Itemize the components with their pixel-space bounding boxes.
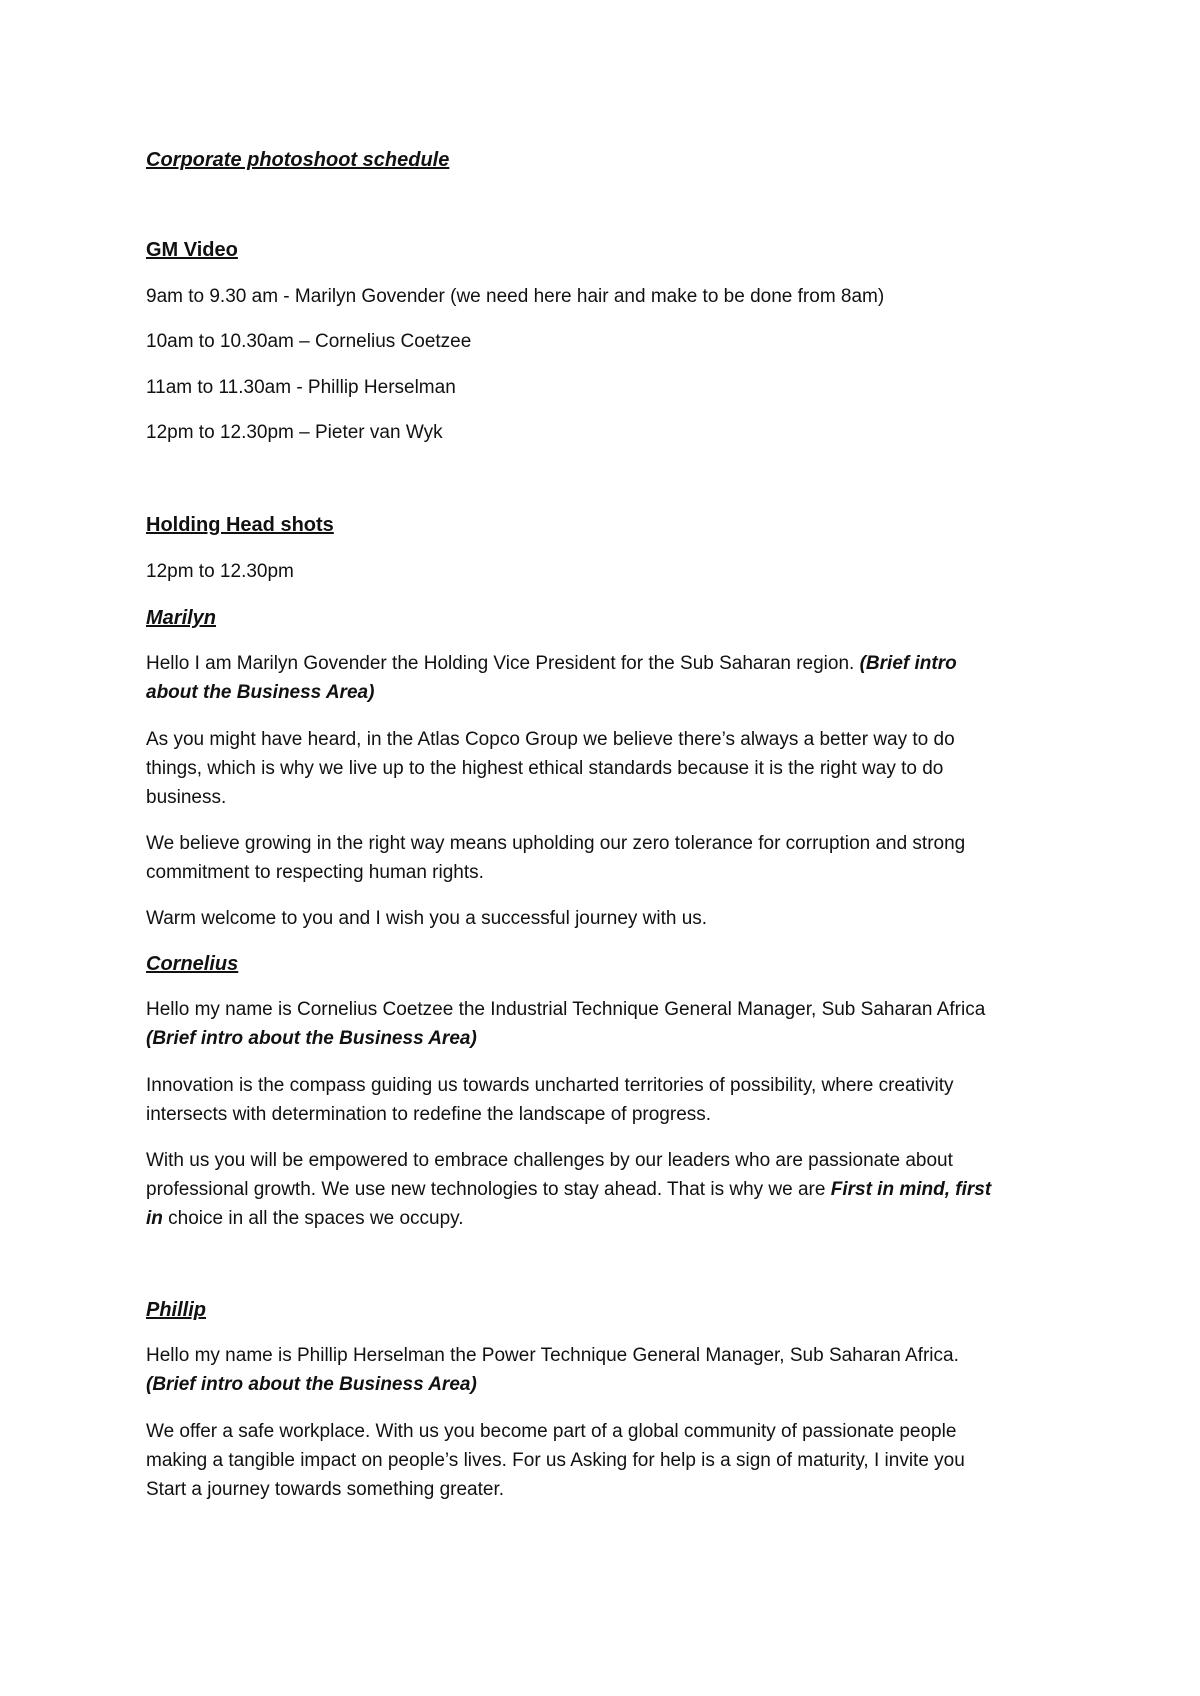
gm-video-heading: GM Video [146, 239, 238, 261]
cornelius-paragraph-line: With us you will be empowered to embrace challenges by our leaders who are passionate about [146, 1150, 953, 1171]
schedule-item: 11am to 11.30am - Phillip Herselman [146, 377, 456, 398]
marilyn-paragraph-line: Warm welcome to you and I wish you a successful journey with us. [146, 908, 708, 929]
holding-head-shots-heading: Holding Head shots [146, 514, 334, 536]
schedule-item: 12pm to 12.30pm – Pieter van Wyk [146, 422, 443, 443]
phillip-paragraph-line: We offer a safe workplace. With us you become part of a global community of passionate people [146, 1421, 957, 1442]
cornelius-intro-em: (Brief intro about the Business Area) [146, 1028, 477, 1049]
schedule-item: 10am to 10.30am – Cornelius Coetzee [146, 331, 472, 352]
marilyn-paragraph-line: As you might have heard, in the Atlas Copco Group we believe there’s always a better way to do [146, 729, 955, 750]
marilyn-paragraph-line: business. [146, 787, 227, 808]
marilyn-paragraph-line: We believe growing in the right way means upholding our zero tolerance for corruption and strong [146, 833, 966, 854]
cornelius-heading: Cornelius [146, 953, 239, 975]
marilyn-paragraph-line: commitment to respecting human rights. [146, 862, 484, 883]
cornelius-paragraph-line: intersects with determination to redefine the landscape of progress. [146, 1104, 712, 1125]
marilyn-heading: Marilyn [146, 607, 217, 629]
head-shots-time: 12pm to 12.30pm [146, 561, 294, 582]
cornelius-paragraph-line: in choice in all the spaces we occupy. [146, 1208, 464, 1229]
cornelius-intro: Hello my name is Cornelius Coetzee the Industrial Technique General Manager, Sub Saharan Africa [146, 999, 986, 1020]
cornelius-paragraph-line: professional growth. We use new technologies to stay ahead. That is why we are First in mind, first [146, 1179, 992, 1200]
marilyn-paragraph-line: things, which is why we live up to the highest ethical standards because it is the right way to do [146, 758, 944, 779]
schedule-item: 9am to 9.30 am - Marilyn Govender (we need here hair and make to be done from 8am) [146, 286, 885, 307]
phillip-paragraph-line: making a tangible impact on people’s lives. For us Asking for help is a sign of maturity, I invite you [146, 1450, 965, 1471]
marilyn-intro: Hello I am Marilyn Govender the Holding Vice President for the Sub Saharan region. (Brief intro [146, 653, 957, 674]
phillip-paragraph-line: Start a journey towards something greater. [146, 1479, 505, 1500]
cornelius-paragraph-line: Innovation is the compass guiding us towards uncharted territories of possibility, where creativity [146, 1075, 954, 1096]
phillip-intro: Hello my name is Phillip Herselman the Power Technique General Manager, Sub Saharan Africa. [146, 1345, 959, 1366]
phillip-heading: Phillip [146, 1299, 206, 1321]
document-title: Corporate photoshoot schedule [146, 149, 450, 171]
marilyn-intro-em: about the Business Area) [146, 682, 375, 703]
phillip-intro-em: (Brief intro about the Business Area) [146, 1374, 477, 1395]
